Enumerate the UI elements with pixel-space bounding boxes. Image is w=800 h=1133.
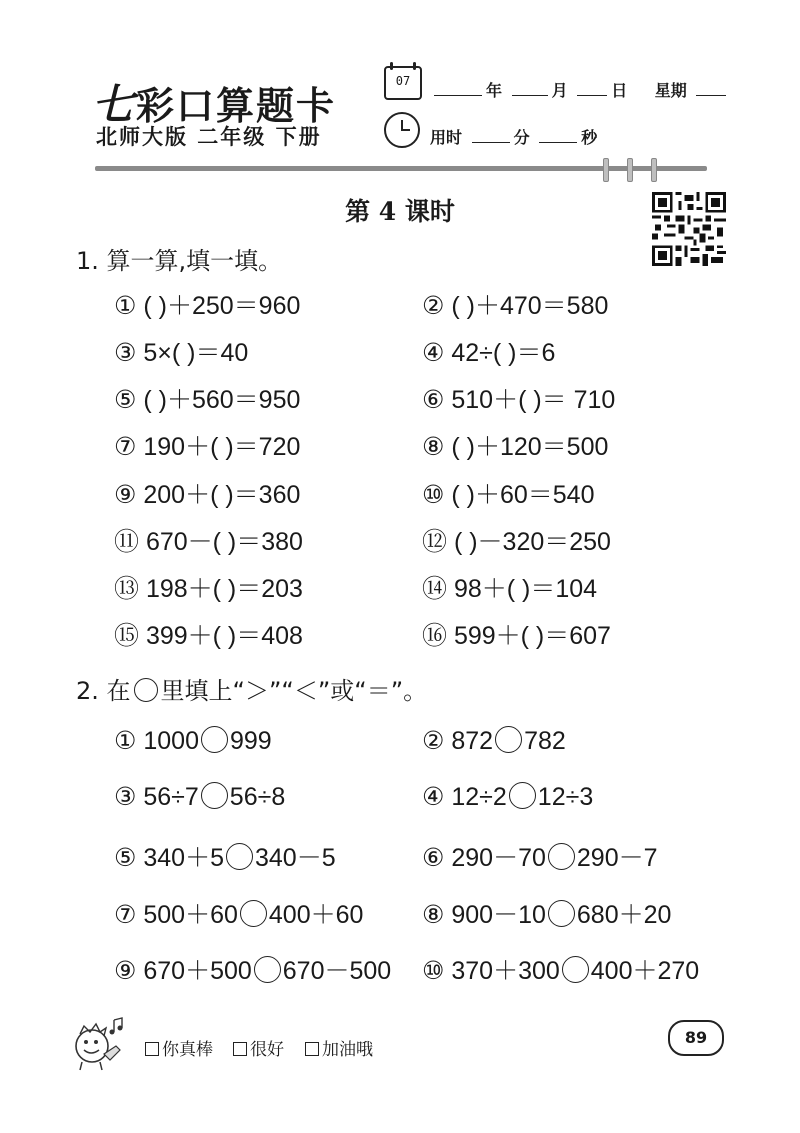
compare-right: 400＋270 <box>590 957 700 985</box>
calendar-number: 07 <box>395 74 411 88</box>
compare-right: 999 <box>229 727 272 755</box>
fill-blank-item[interactable]: ⑫ ( )－320＝250 <box>422 528 611 556</box>
date-year-label: 年 <box>486 81 503 100</box>
fill-blank-item[interactable]: ④ 42÷( )＝6 <box>422 339 556 367</box>
edition-label: 北师大版 二年级 下册 <box>96 125 322 149</box>
compare-left: ⑩ 370＋300 <box>422 957 560 985</box>
rating-great-label: 你真棒 <box>162 1040 213 1060</box>
compare-left: ⑤ 340＋5 <box>114 844 224 872</box>
compare-item <box>114 838 336 874</box>
compare-right: 12÷3 <box>537 783 594 811</box>
compare-right: 680＋20 <box>576 901 672 929</box>
time-minutes-label: 分 <box>513 128 530 147</box>
fill-blank-item[interactable]: ⑦ 190＋( )＝720 <box>114 433 301 461</box>
fill-blank-item[interactable]: ⑮ 399＋( )＝408 <box>114 622 303 650</box>
compare-right: 400＋60 <box>268 901 364 929</box>
section-2-title-prefix: 2. 在 <box>76 677 131 705</box>
lesson-title: 第 4 课时 <box>345 197 455 226</box>
date-weekday-label: 星期 <box>654 81 687 100</box>
fill-blank-item[interactable]: ② ( )＋470＝580 <box>422 292 609 320</box>
date-line <box>430 78 730 101</box>
time-seconds-label: 秒 <box>581 128 598 147</box>
compare-circle[interactable] <box>254 956 281 983</box>
rating-good[interactable] <box>233 1035 284 1060</box>
fill-blank-item[interactable]: ⑩ ( )＋60＝540 <box>422 481 595 509</box>
fill-blank-item[interactable]: ⑨ 200＋( )＝360 <box>114 481 301 509</box>
compare-left: ⑥ 290－70 <box>422 844 546 872</box>
fill-blank-item[interactable]: ⑤ ( )＋560＝950 <box>114 386 301 414</box>
compare-right: 56÷8 <box>229 783 286 811</box>
time-line <box>430 125 597 148</box>
section-2-title-suffix: 里填上“＞”“＜”或“＝”。 <box>160 677 428 705</box>
compare-item <box>422 782 593 812</box>
section-2-title <box>76 671 427 706</box>
fill-blank-item[interactable]: ⑥ 510＋( )＝ 710 <box>422 386 616 414</box>
compare-item <box>114 895 363 931</box>
fill-blank-item[interactable]: ⑪ 670－( )＝380 <box>114 528 303 556</box>
calendar-icon <box>384 66 422 100</box>
compare-circle[interactable] <box>548 843 575 870</box>
rating-keep-going[interactable] <box>305 1035 373 1060</box>
brand-rest: 彩口算题卡 <box>136 83 337 128</box>
page-number: 89 <box>668 1020 724 1056</box>
compare-circle[interactable] <box>495 726 522 753</box>
checkbox-icon <box>233 1042 247 1056</box>
compare-right: 670－500 <box>282 957 392 985</box>
fill-blank-item[interactable]: ⑬ 198＋( )＝203 <box>114 575 303 603</box>
qr-code[interactable] <box>652 192 726 266</box>
compare-circle[interactable] <box>226 843 253 870</box>
rating-good-label: 很好 <box>250 1040 284 1060</box>
compare-item <box>422 726 566 756</box>
compare-circle-icon <box>134 678 158 702</box>
fill-blank-item[interactable]: ⑭ 98＋( )＝104 <box>422 575 598 603</box>
checkbox-icon <box>145 1042 159 1056</box>
rating-keep-going-label: 加油哦 <box>322 1040 373 1060</box>
compare-circle[interactable] <box>240 900 267 927</box>
compare-circle[interactable] <box>201 726 228 753</box>
date-month-label: 月 <box>551 81 568 100</box>
fill-blank-item[interactable]: ⑧ ( )＋120＝500 <box>422 433 609 461</box>
compare-left: ② 872 <box>422 727 494 755</box>
compare-item <box>114 782 285 812</box>
compare-circle[interactable] <box>509 782 536 809</box>
section-1-title: 1. 算一算,填一填。 <box>76 247 283 275</box>
compare-item <box>114 951 391 987</box>
compare-right: 782 <box>524 727 566 755</box>
fill-blank-item[interactable]: ① ( )＋250＝960 <box>114 292 301 320</box>
compare-left: ④ 12÷2 <box>422 783 507 811</box>
time-used-label: 用时 <box>430 128 463 147</box>
compare-item <box>422 895 671 931</box>
brand-first-char: 七 <box>92 80 133 129</box>
compare-left: ⑧ 900－10 <box>422 901 546 929</box>
fill-blank-item[interactable]: ③ 5×( )＝40 <box>114 339 249 367</box>
compare-left: ⑦ 500＋60 <box>114 901 238 929</box>
compare-left: ⑨ 670＋500 <box>114 957 252 985</box>
compare-circle[interactable] <box>548 900 575 927</box>
date-day-label: 日 <box>611 81 628 100</box>
mascot-icon <box>70 1010 130 1072</box>
compare-left: ③ 56÷7 <box>114 783 199 811</box>
divider-rings <box>603 158 657 182</box>
fill-blank-item[interactable]: ⑯ 599＋( )＝607 <box>422 622 611 650</box>
rating-great[interactable] <box>145 1035 213 1060</box>
compare-right: 290－7 <box>576 844 658 872</box>
compare-item <box>114 726 272 756</box>
compare-circle[interactable] <box>562 956 589 983</box>
checkbox-icon <box>305 1042 319 1056</box>
compare-circle[interactable] <box>201 782 228 809</box>
clock-icon <box>384 112 420 148</box>
compare-left: ① 1000 <box>114 727 199 755</box>
compare-item <box>422 951 699 987</box>
compare-item <box>422 838 658 874</box>
compare-right: 340－5 <box>254 844 336 872</box>
